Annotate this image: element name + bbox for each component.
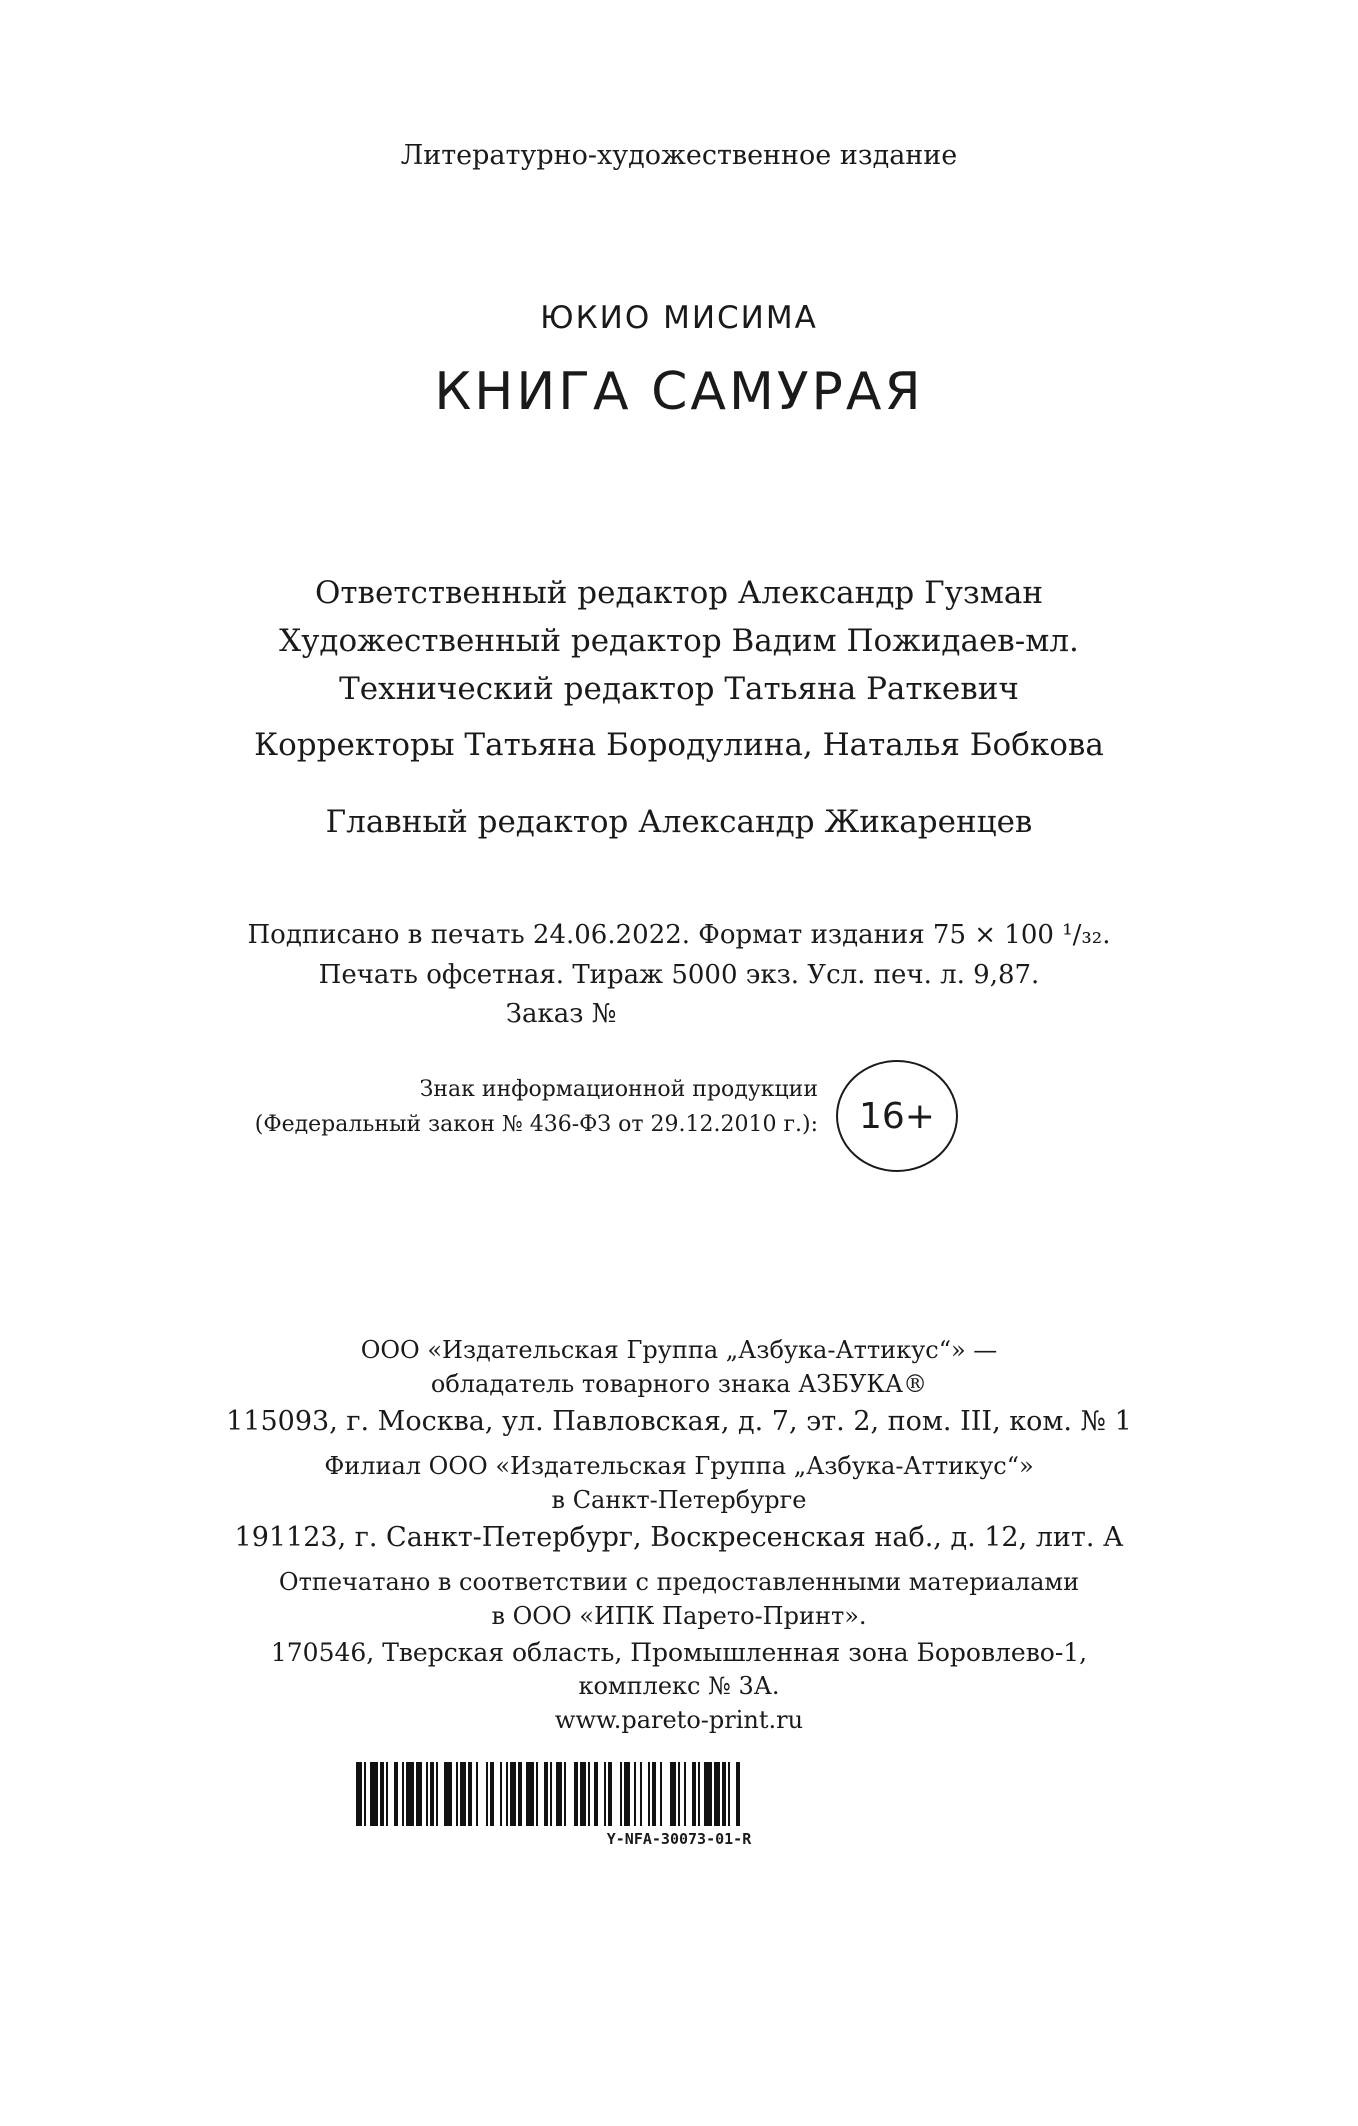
book-author: ЮКИО МИСИМА: [540, 300, 818, 336]
credit-line: Ответственный редактор Александр Гузман: [314, 575, 1044, 611]
printer-address: 170546, Тверская область, Промышленная зона Боровлево-1,: [270, 1638, 1088, 1667]
imprint-print-run: Печать офсетная. Тираж 5000 экз. Усл. печ. л. 9,87.: [318, 960, 1040, 990]
credit-line: Корректоры Татьяна Бородулина, Наталья Бобкова: [254, 727, 1104, 763]
printer-line: в ООО «ИПК Парето-Принт».: [491, 1602, 867, 1630]
publisher-line: обладатель товарного знака АЗБУКА®: [430, 1370, 928, 1398]
age-rating-label: [255, 1072, 818, 1142]
edition-type: Литературно-художественное издание: [400, 140, 958, 171]
publisher-address: 191123, г. Санкт-Петербург, Воскресенская наб., д. 12, лит. А: [234, 1522, 1124, 1553]
book-title: КНИГА САМУРАЯ: [434, 362, 924, 422]
age-rating-law-line: (Федеральный закон № 436-ФЗ от 29.12.2010 г.):: [254, 1112, 818, 1137]
age-rating-label-line: Знак информационной продукции: [419, 1077, 818, 1102]
credit-line: Технический редактор Татьяна Раткевич: [339, 671, 1019, 707]
imprint-order: Заказ №: [505, 999, 617, 1029]
barcode-code: Y-NFA-30073-01-R: [606, 1830, 752, 1848]
barcode: [356, 1762, 1008, 1826]
imprint-print-date: Подписано в печать 24.06.2022. Формат издания 75 × 100 ¹/₃₂.: [247, 920, 1111, 950]
printer-website: www.pareto-print.ru: [554, 1706, 804, 1734]
publisher-line: Филиал ООО «Издательская Группа „Азбука-Аттикус“»: [324, 1452, 1034, 1480]
credit-line: Художественный редактор Вадим Пожидаев-мл.: [279, 623, 1079, 659]
age-rating-badge: 16+: [836, 1060, 958, 1172]
publisher-line: в Санкт-Петербурге: [551, 1486, 807, 1514]
printer-address: комплекс № 3А.: [578, 1672, 780, 1700]
publisher-address: 115093, г. Москва, ул. Павловская, д. 7, эт. 2, пом. III, ком. № 1: [226, 1406, 1132, 1437]
printer-line: Отпечатано в соответствии с предоставленными материалами: [278, 1568, 1080, 1596]
chief-editor-line: Главный редактор Александр Жикаренцев: [325, 804, 1033, 840]
publisher-line: ООО «Издательская Группа „Азбука-Аттикус“» —: [360, 1336, 998, 1364]
age-rating-block: [254, 1052, 968, 1182]
